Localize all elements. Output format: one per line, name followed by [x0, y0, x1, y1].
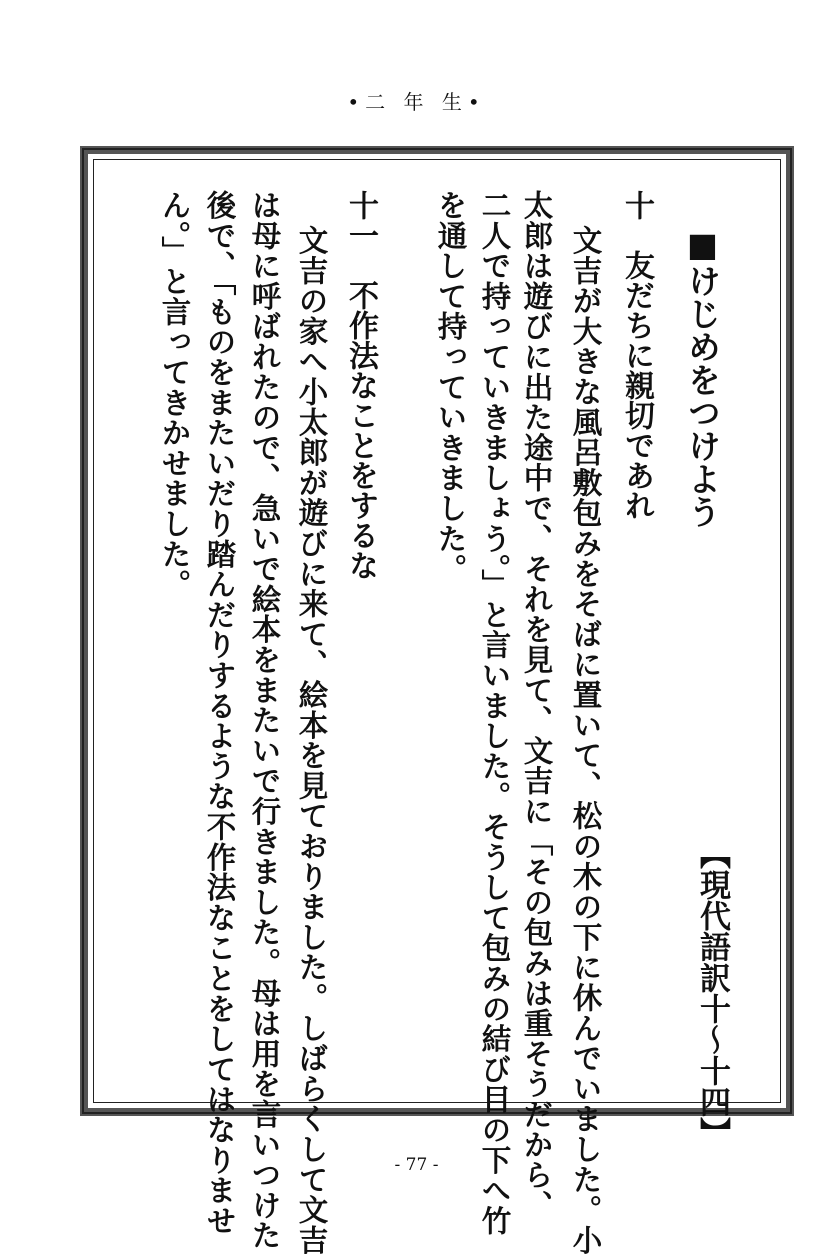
chapter11-heading: 十一 不作法なことをするな	[343, 190, 378, 580]
chapter10-line: 太郎は遊びに出た途中で、それを見て、文吉に「その包みは重そうだから、	[519, 190, 555, 1221]
page-number: - 77 -	[394, 1155, 439, 1175]
chapter10-line: を通して持っていきました。	[433, 190, 469, 584]
section-title: ■けじめをつけよう	[683, 225, 722, 528]
translation-label: 【現代語訳十〜十四】	[694, 838, 730, 1148]
page-header: •二 年 生•	[347, 90, 486, 114]
chapter11-line: 後で、「ものをまたいだり踏んだりするような不作法なことをしてはなりませ	[202, 190, 238, 1236]
chapter11-line: は母に呼ばれたので、急いで絵本をまたいで行きました。母は用を言いつけた	[247, 190, 283, 1251]
chapter11-line: ん。」と言ってきかせました。	[157, 190, 193, 600]
chapter11-line: 文吉の家へ小太郎が遊びに来て、絵本を見ておりました。しばらくして文吉	[294, 225, 330, 1255]
chapter10-line: 二人で持っていきましょう。」と言いました。そうして包みの結び目の下へ竹	[477, 190, 513, 1236]
chapter10-heading: 十 友だちに親切であれ	[619, 190, 654, 520]
chapter10-line: 文吉が大きな風呂敷包みをそばに置いて、松の木の下に休んでいました。小	[568, 225, 604, 1255]
